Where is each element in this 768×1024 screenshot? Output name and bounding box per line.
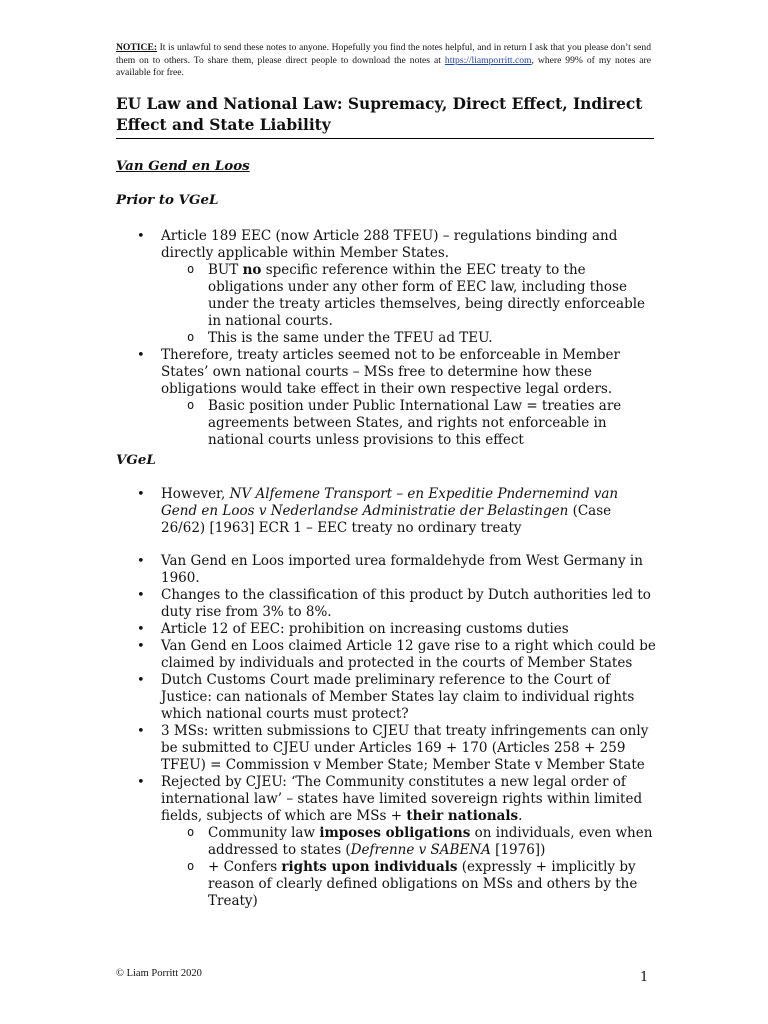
list-item xyxy=(116,486,656,537)
document-title: EU Law and National Law: Supremacy, Direct Effect, Indirect Effect and State Liability xyxy=(116,94,654,139)
prior-list xyxy=(116,228,656,449)
bullet-text-bold: their nationals xyxy=(406,808,519,824)
sub-list-item xyxy=(161,859,656,910)
sub-text-bold: no xyxy=(242,262,262,278)
notice-paragraph xyxy=(116,42,651,80)
bullet-text: Van Gend en Loos claimed Article 12 gave rise to a right which could be claimed by individuals and protected in the courts of Member States xyxy=(161,638,656,671)
sub-list xyxy=(161,825,656,910)
sub-list xyxy=(161,398,656,449)
sub-text: (expressly + implicitly by reason of clearly defined obligations on MSs and others by the Treaty) xyxy=(208,859,638,909)
list-item xyxy=(116,723,656,774)
notes-link[interactable]: https://liamporritt.com xyxy=(444,54,532,66)
sub-text-bold: imposes obligations xyxy=(319,825,471,841)
notice-text-end: , where 99% of my notes are available for free. xyxy=(116,54,651,79)
sub-text: on individuals, even when addressed to states ( xyxy=(208,825,653,858)
bullet-text: Dutch Customs Court made preliminary reference to the Court of Justice: can nationals of Member States lay claim to individual rights which national courts must protect? xyxy=(161,672,635,722)
sub-text: specific reference within the EEC treaty to the obligations under any other form of EEC law, including those under the treaty articles themselves, being directly enforceable in national courts. xyxy=(208,262,646,329)
heading-prior-to-vgel: Prior to VGeL xyxy=(116,192,219,208)
sub-text: + Confers xyxy=(208,859,282,875)
list-item xyxy=(116,553,656,587)
sub-text: BUT xyxy=(208,262,243,278)
bullet-text: 3 MSs: written submissions to CJEU that treaty infringements can only be submitted to CJEU under Articles 169 + 170 (Articles 258 + 259 TFEU) = Commission v Member State; Member State v Member State xyxy=(161,723,649,773)
heading-van-gend-en-loos: Van Gend en Loos xyxy=(116,158,250,174)
bullet-text: (Case 26/62) [1963] ECR 1 – EEC treaty no ordinary treaty xyxy=(161,503,612,536)
bullet-text: Article 189 EEC (now Article 288 TFEU) – regulations binding and directly applicable within Member States. xyxy=(161,228,618,261)
bullet-text: Rejected by CJEU: ‘The Community constitutes a new legal order of international law’ – states have limited sovereign rights within limited fields, subjects of which are MSs + xyxy=(161,774,643,824)
bullet-text: Article 12 of EEC: prohibition on increasing customs duties xyxy=(161,621,569,637)
sub-text: This is the same under the TFEU ad TEU. xyxy=(208,330,493,346)
case-name: NV Alfemene Transport – en Expeditie Pndernemind van Gend en Loos v Nederlandse Administratie der Belastingen xyxy=(161,486,619,519)
notice-label: NOTICE: xyxy=(116,42,158,53)
sub-text: Community law xyxy=(208,825,320,841)
sub-list-item xyxy=(161,262,656,330)
notice-text: It is unlawful to send these notes to anyone. Hopefully you find the notes helpful, and in return I ask that you please don’t send them on to others. To share them, please direct people to download the notes at xyxy=(116,42,651,66)
list-item xyxy=(116,672,656,723)
sub-list-item xyxy=(161,398,656,449)
bullet-text: Van Gend en Loos imported urea formaldehyde from West Germany in 1960. xyxy=(161,553,643,586)
bullet-text: . xyxy=(518,808,523,824)
bullet-text: However, xyxy=(161,486,230,502)
bullet-text: Changes to the classification of this product by Dutch authorities led to duty rise from 3% to 8%. xyxy=(161,587,651,620)
footer-copyright: © Liam Porritt 2020 xyxy=(116,968,202,979)
list-item xyxy=(116,347,656,449)
sub-list-item xyxy=(161,330,656,347)
list-item xyxy=(116,228,656,347)
bullet-text: Therefore, treaty articles seemed not to be enforceable in Member States’ own national courts – MSs free to determine how these obligations would take effect in their own respective legal orders. xyxy=(161,347,620,397)
page-number: 1 xyxy=(640,970,649,985)
sub-list xyxy=(161,262,656,347)
list-item xyxy=(116,638,656,672)
list-item xyxy=(116,621,656,638)
vgel-list xyxy=(116,486,656,910)
sub-text: [1976]) xyxy=(490,842,546,858)
heading-vgel: VGeL xyxy=(116,452,156,468)
case-name: Defrenne v SABENA xyxy=(350,842,491,858)
sub-text-bold: rights upon individuals xyxy=(281,859,458,875)
sub-text: Basic position under Public International Law = treaties are agreements between States, and rights not enforceable in national courts unless provisions to this effect xyxy=(208,398,622,448)
list-item xyxy=(116,587,656,621)
list-item xyxy=(116,774,656,910)
sub-list-item xyxy=(161,825,656,859)
